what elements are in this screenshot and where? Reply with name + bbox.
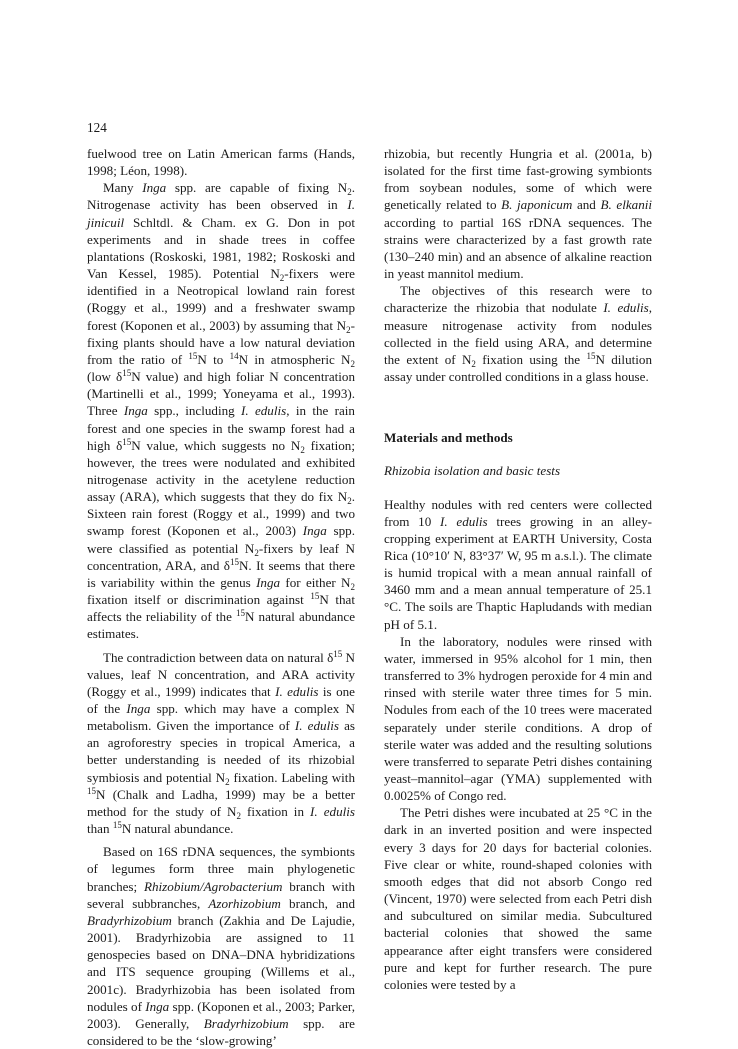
paragraph: Based on 16S rDNA sequences, the symbionts of legumes form three main phylogenetic branches; Rhizobium/Agrobacterium branch with several subbranches, Azorhizobium branch, and Bradyrhizobium branch (Zakhia and De Lajudie, 2001). Bradyrhizobia are assigned to 11 genospecies based on DNA–DNA hybridizations and ITS sequence grouping (Willems et al., 2001c). Bradyrhizobia has been isolated from nodules of Inga spp. (Koponen et al., 2003; Parker, 2003). Generally, Bradyrhizobium spp. are considered to be the ‘slow-growing’ xyxy=(87,844,355,1048)
section-heading: Materials and methods xyxy=(384,430,513,446)
subsection-heading: Rhizobia isolation and basic tests xyxy=(384,463,561,479)
paragraph: fuelwood tree on Latin American farms (Hands, 1998; Léon, 1998). xyxy=(87,146,355,179)
paragraph: Many Inga spp. are capable of fixing $N_2$. Nitrogenase activity has been observed in I. jinicuil Schltdl. & Cham. ex G. Don in pot experiments and in shade trees in coffee plantations (Roskoski, 1981, 1982; Roskoski and Van Kessel, 1985). Potential $N_2$-fixers were identified in a Neotropical lowland rain forest (Roggy et al., 1999) and a freshwater swamp forest (Koponen et al., 2003) by assuming that $N_2$-fixing plants should have a low natural deviation from the ratio of $^{15}$N to $^{14}$N in atmospheric $N_2$ (low $\delta^{15}N$ value) and high foliar N concentration (Martinelli et al., 1999; Yoneyama et al., 1993). Three Inga spp., including I. edulis, in the rain forest and one species in the swamp forest had a high $\delta^{15}N$ value, which suggests no $N_2$ fixation; however, the trees were nodulated and exhibited nitrogenase activity in the acetylene reduction assay (ARA), which suggests that they do fix $N_2$. Sixteen rain forest (Roggy et al., 1999) and two swamp forest (Koponen et al., 2003) Inga spp. were classified as potential $N_2$-fixers by leaf N concentration, ARA, and $\delta^{15}N$. It seems that there is variability within the genus Inga for either $N_2$ fixation itself or discrimination against $^{15}$N that affects the reliability of the $^{15}$N natural abundance estimates. xyxy=(87,180,356,642)
right-column xyxy=(384,145,652,993)
paragraph: The Petri dishes were incubated at 25 °C in the dark in an inverted position and were inspected every 3 days for 20 days for bacterial colonies. Five clear or white, round-shaped colonies with smooth edges that did not absorb Congo red (Vincent, 1970) were selected from each Petri dish and subcultured on similar media. Subcultured bacterial colonies that showed the same appearance after eight transfers were considered pure and kept for further research. The pure colonies were tested by a xyxy=(384,805,652,992)
paragraph: In the laboratory, nodules were rinsed with water, immersed in 95% alcohol for 1 min, then transferred to 3% hydrogen peroxide for 4 min and rinsed with sterile water three times for 5 min. Nodules from each of the 10 trees were macerated separately under sterile conditions. A drop of sterile water was added and the resulting solutions were transferred to separate Petri dishes containing yeast–mannitol–agar (YMA) supplemented with 0.0025% of Congo red. xyxy=(384,633,652,804)
paragraph: rhizobia, but recently Hungria et al. (2001a, b) isolated for the first time fast-growing symbionts from soybean nodules, some of which were genetically related to B. japonicum and B. elkanii according to partial 16S rDNA sequences. The strains were characterized by a fast growth rate (130–240 min) and an absence of alkaline reaction in yeast mannitol medium. xyxy=(384,146,653,282)
paragraph: The contradiction between data on natural $\delta^{15}$ N values, leaf N concentration, and ARA activity (Roggy et al., 1999) indicates that I. edulis is one of the Inga spp. which may have a complex N metabolism. Given the importance of I. edulis as an agroforestry species in tropical America, a better understanding is needed of its rhizobial symbiosis and potential $N_2$ fixation. Labeling with $^{15}$N (Chalk and Ladha, 1999) may be a better method for the study of $N_2$ fixation in I. edulis than $^{15}$N natural abundance. xyxy=(87,648,356,837)
left-column xyxy=(87,145,355,1049)
paragraph: The objectives of this research were to characterize the rhizobia that nodulate I. edulis, measure nitrogenase activity from nodules collected in the field using ARA, and determine the extent of $N_2$ fixation using the $^{15}$N dilution assay under controlled conditions in a glass house. xyxy=(384,283,652,385)
paragraph: Healthy nodules with red centers were collected from 10 I. edulis trees growing in an alley-cropping experiment at EARTH University, Costa Rica (10°10′ N, 83°37′ W, 95 m a.s.l.). The climate is humid tropical with a mean annual rainfall of 3460 mm and a mean annual temperature of 25.1 °C. The soils are Thaptic Hapludands with median pH of 5.1. xyxy=(384,496,653,632)
page-number: 124 xyxy=(87,120,107,135)
